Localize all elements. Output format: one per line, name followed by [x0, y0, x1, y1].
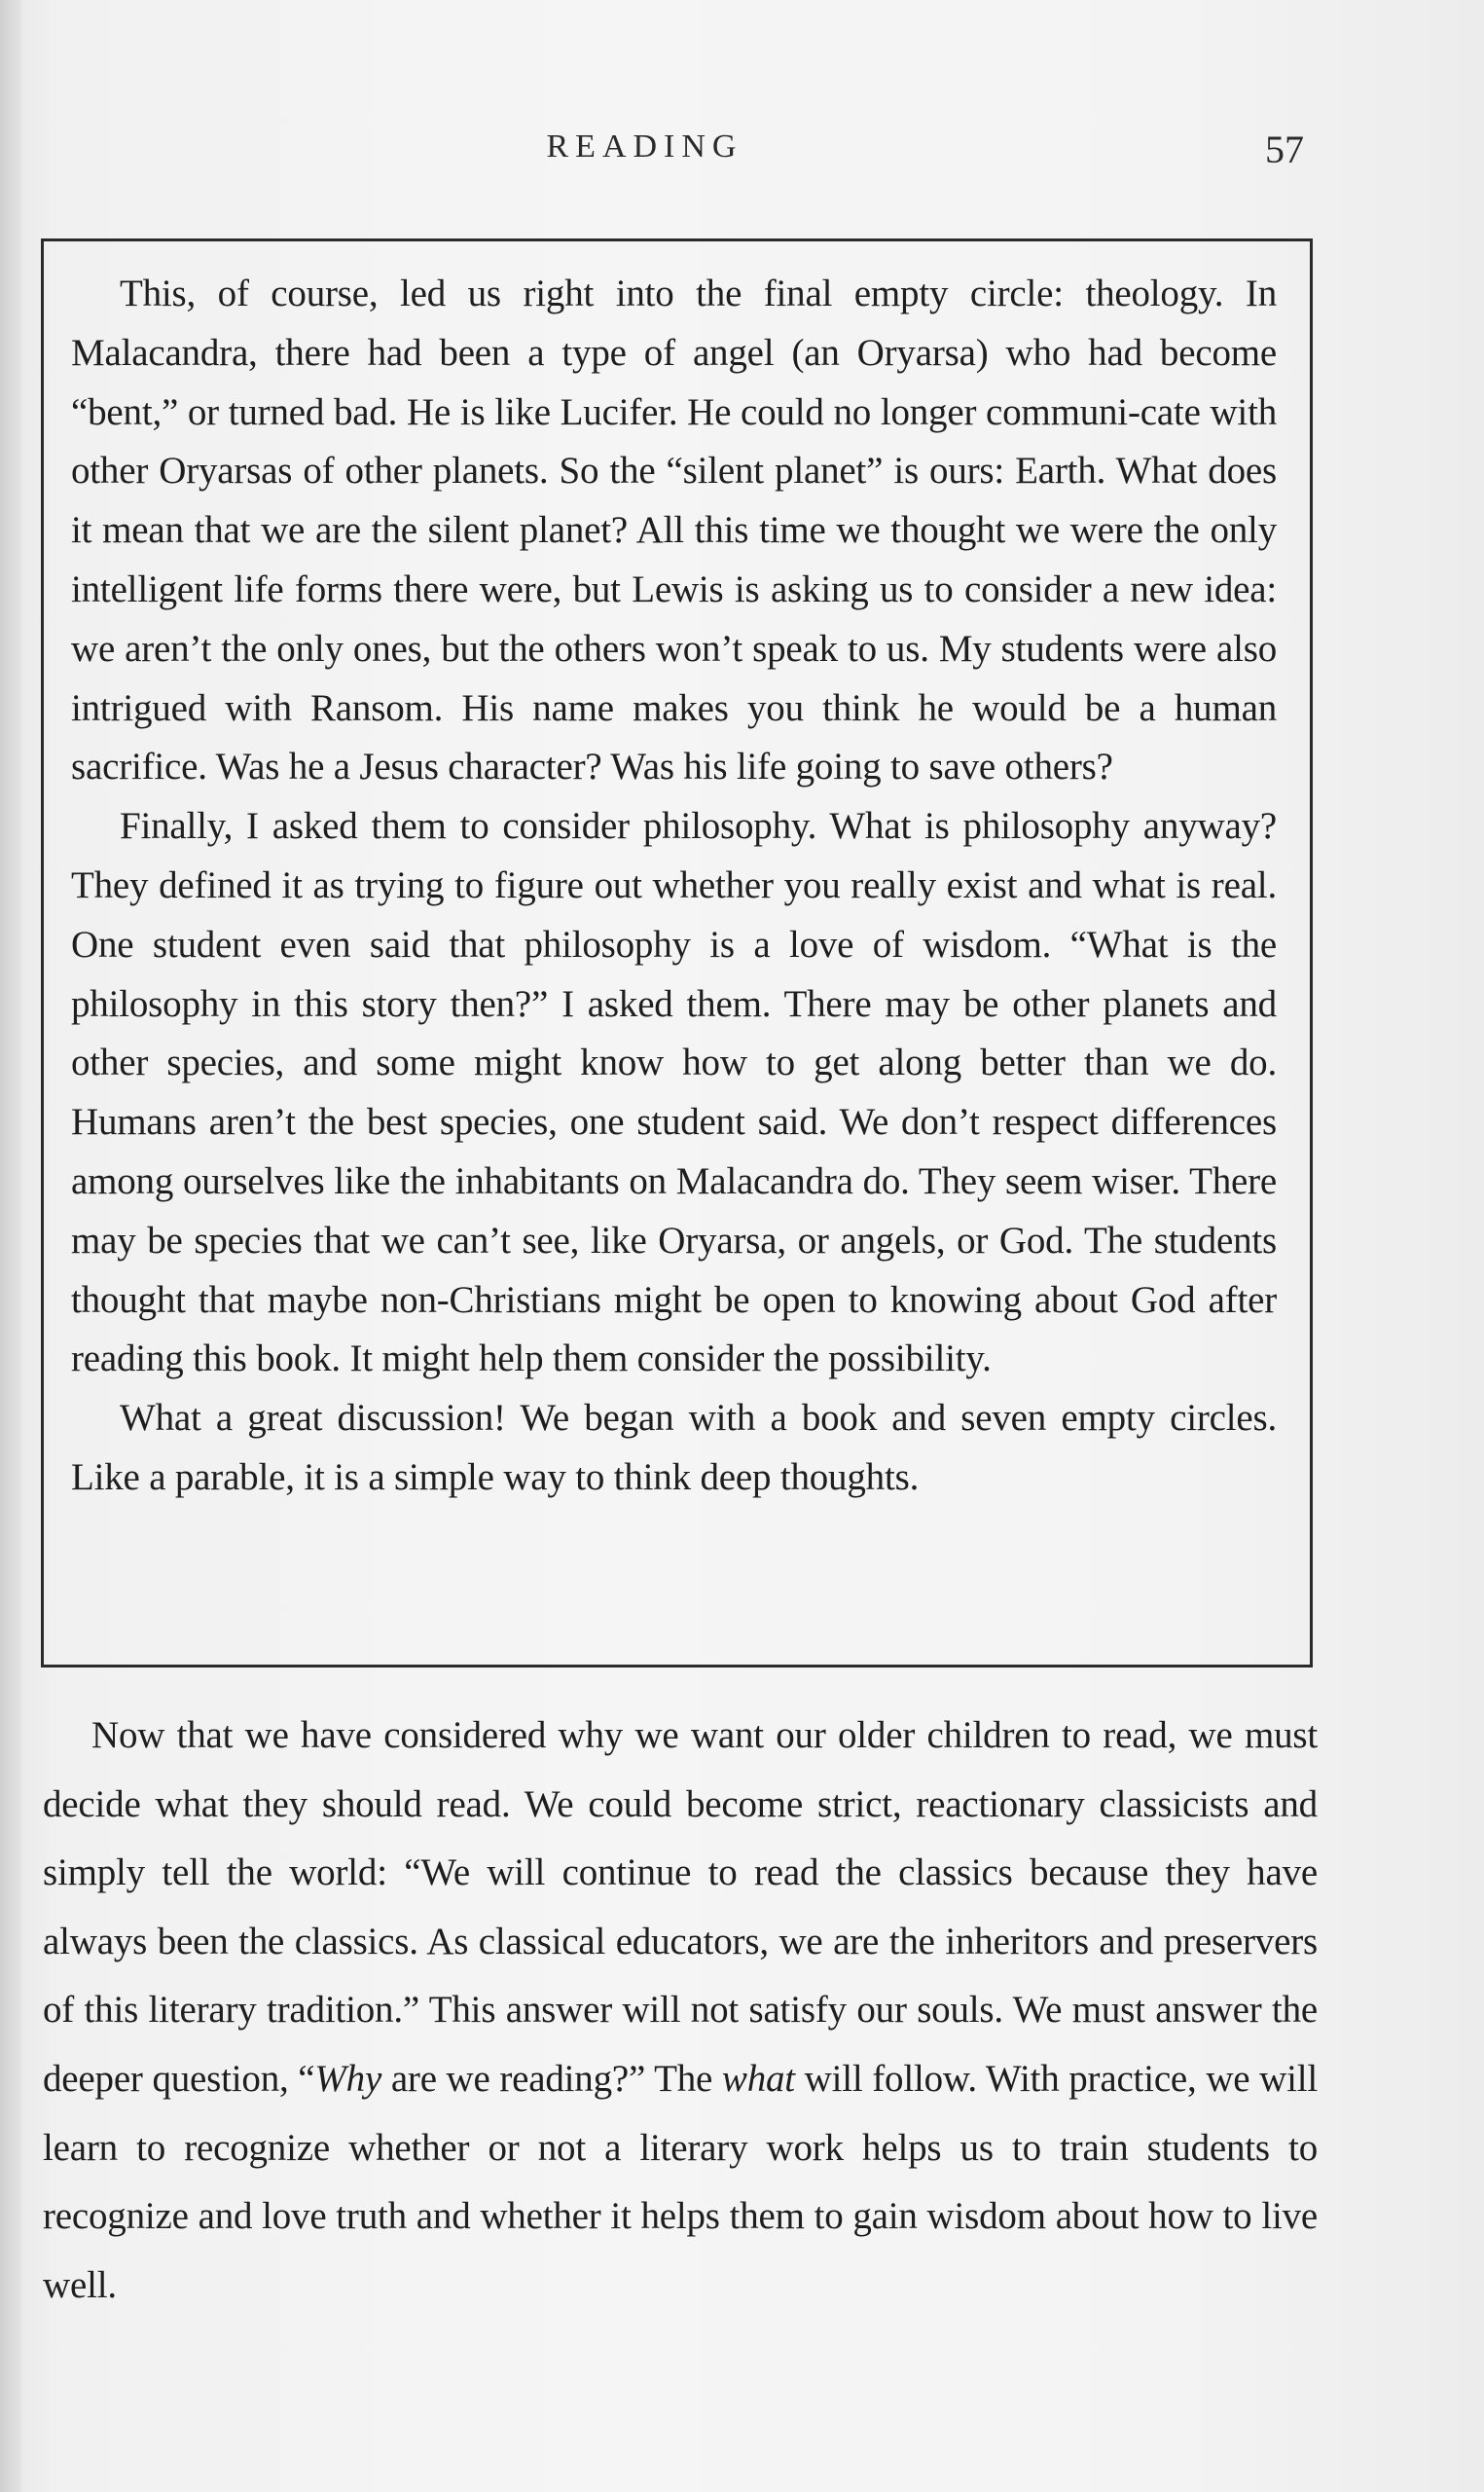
body-text-start: Now that we have considered why we want our older children to read, we must decide what they should read. We could become strict, reactionary classicists and simply tell the world: “We will continue to read the classics because they have always been the classics. As classical educators, we are the inheritors and preservers of this literary tradition.” This answer will not satisfy our souls. We must answer the deeper question, “ [43, 1714, 1318, 2100]
body-emphasis-what: what [721, 2057, 795, 2100]
body-text-middle: are we reading?” The [381, 2057, 722, 2100]
page-number: 57 [1265, 128, 1304, 171]
body-text-end: will follow. With practice, we will learn to recognize whether or not a literary work helps us to train students to recognize and love truth and whether it helps them to gain wisdom about how to live well. [43, 2057, 1318, 2306]
sidebar-paragraph-2: Finally, I asked them to consider philosophy. What is philosophy anyway? They defined it as trying to figure out whether you really exist and what is real. One student even said that philosophy is a love of wisdom. “What is the philosophy in this story then?” I asked them. There may be other planets and other species, and some might know how to get along better than we do. Humans aren’t the best species, one student said. We don’t respect differences among ourselves like the inhabitants on Malacandra do. They seem wiser. There may be species that we can’t see, like Oryarsa, or angels, or God. The students thought that maybe non-Christians might be open to knowing about God after reading this book. It might help them consider the possibility. [71, 805, 1277, 1380]
sidebar-box [41, 238, 1313, 1667]
page-gutter-shadow [0, 0, 21, 2492]
sidebar-paragraph-1: This, of course, led us right into the final empty circle: theology. In Malacandra, there had been a type of angel (an Oryarsa) who had become “bent,” or turned bad. He is like Lucifer. He could no longer communi-cate with other Oryarsas of other planets. So the “silent planet” is ours: Earth. What does it mean that we are the silent planet? All this time we thought we were the only intelligent life forms there were, but Lewis is asking us to consider a new idea: we aren’t the only ones, but the others won’t speak to us. My students were also intrigued with Ransom. His name makes you think he would be a human sacrifice. Was he a Jesus character? Was his life going to save others? [71, 273, 1277, 788]
running-head: READING [546, 128, 743, 165]
body-paragraph [43, 1702, 1318, 2320]
sidebar-paragraph-3: What a great discussion! We began with a book and seven empty circles. Like a parable, it is a simple way to think deep thoughts. [71, 1397, 1277, 1498]
body-emphasis-why: Why [314, 2057, 382, 2100]
main-text [43, 1702, 1318, 2320]
